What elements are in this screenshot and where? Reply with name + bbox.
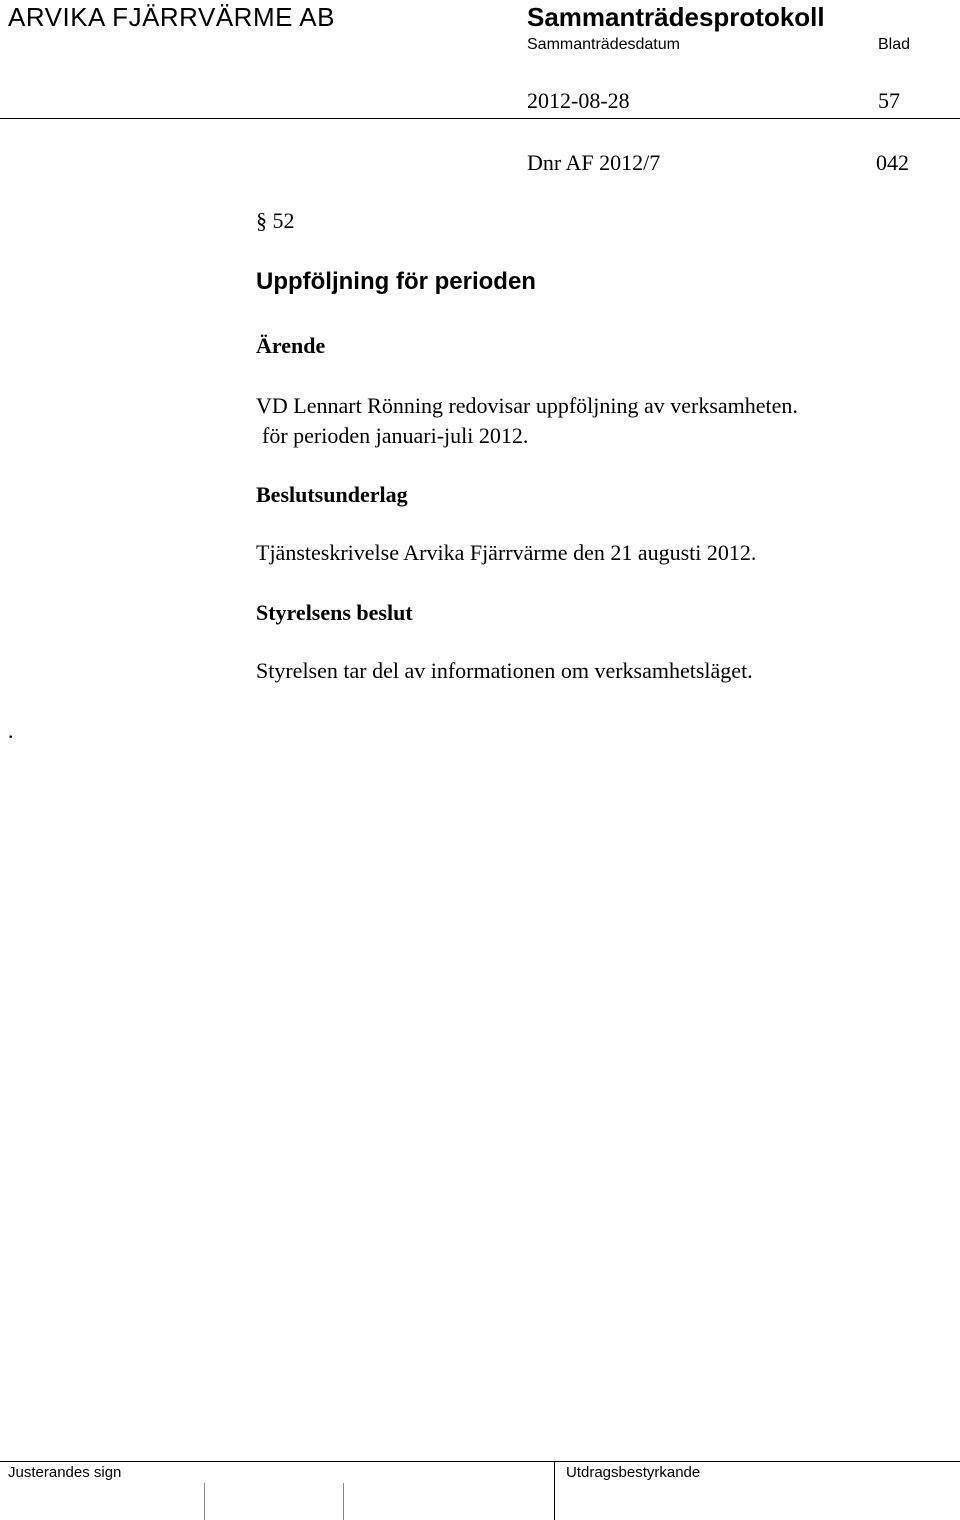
meeting-date-label: Sammanträdesdatum	[527, 36, 680, 53]
arende-heading: Ärende	[256, 333, 326, 358]
stray-period: .	[8, 718, 14, 743]
item-title: Uppföljning för perioden	[256, 268, 536, 295]
arende-text-line: VD Lennart Rönning redovisar uppföljning av verksamheten.	[256, 393, 798, 418]
page-label: Blad	[878, 36, 911, 53]
beslutsunderlag-text: Tjänsteskrivelse Arvika Fjärrvärme den 21 augusti 2012.	[256, 540, 757, 565]
paragraph-number: § 52	[256, 208, 295, 233]
organization-name: ARVIKA FJÄRRVÄRME AB	[8, 2, 335, 32]
utdragsbestyrkande-label: Utdragsbestyrkande	[566, 1464, 701, 1481]
meeting-date: 2012-08-28	[527, 88, 630, 113]
document-type: Sammanträdesprotokoll	[527, 2, 825, 32]
page-number: 57	[878, 88, 900, 113]
case-number: Dnr AF 2012/7	[527, 150, 661, 175]
arende-text-line: för perioden januari-juli 2012.	[262, 423, 529, 448]
justerandes-sign-label: Justerandes sign	[8, 1464, 122, 1481]
footer-divider	[0, 1461, 960, 1462]
header-divider	[0, 118, 960, 119]
signature-box-divider	[343, 1483, 344, 1520]
signature-box-divider	[204, 1483, 205, 1520]
case-code: 042	[876, 150, 909, 175]
beslutsunderlag-heading: Beslutsunderlag	[256, 482, 408, 507]
footer-column-divider	[554, 1462, 555, 1520]
styrelsens-beslut-heading: Styrelsens beslut	[256, 600, 413, 625]
styrelsens-beslut-text: Styrelsen tar del av informationen om verksamhetsläget.	[256, 658, 753, 683]
